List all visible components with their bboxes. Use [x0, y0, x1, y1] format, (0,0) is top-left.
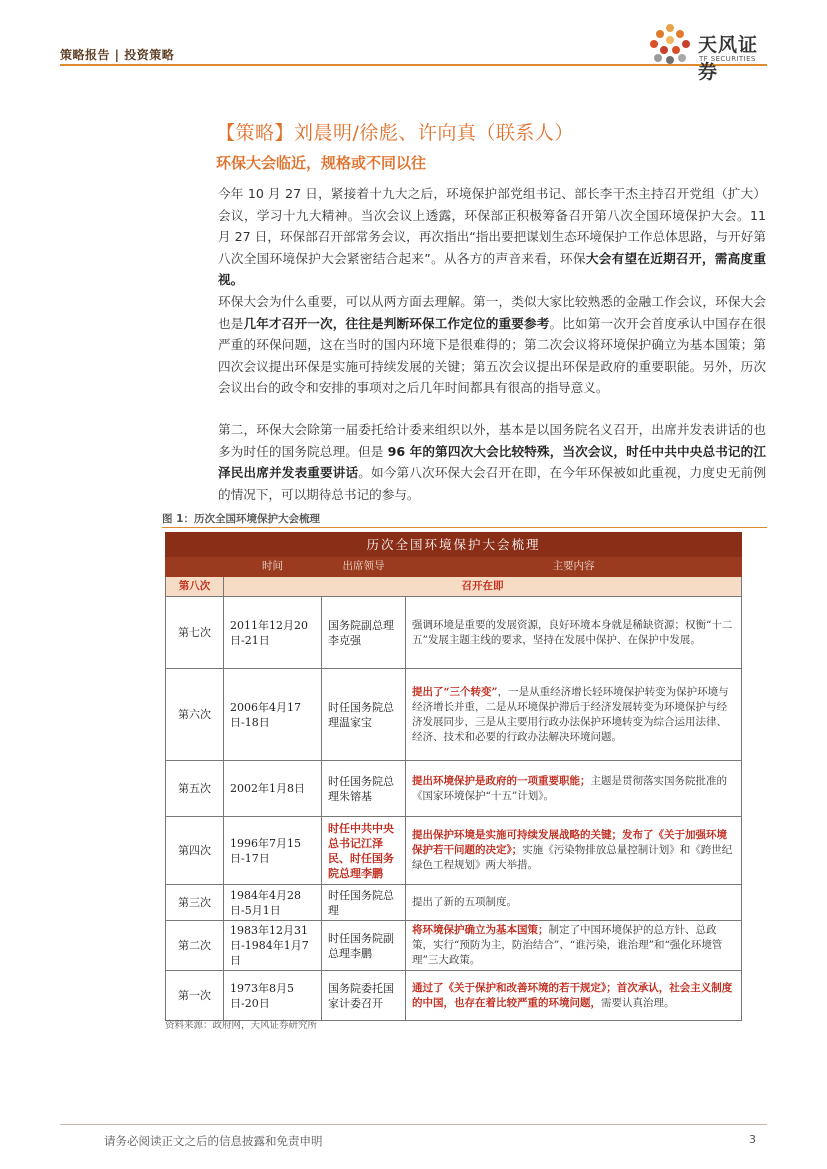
- table-row-eighth: [166, 577, 742, 597]
- paragraph-2-text-b: 。比如第一次开会首度承认中国存在很严重的环保问题，这在当时的国内环境下是很难得的；第二次会议将环境保护确立为基本国策；第四次会议提出环保是实施可持续发展的关键；第五次会议提出环保是政府的重要职能。另外，历次会议出台的政令和安排的事项对之后几年时间都具有很高的指导意义。: [218, 315, 767, 395]
- paragraph-1-emphasis: 大会有望在近期召开，需高度重视。: [218, 250, 767, 287]
- row-content-highlight: 通过了《关于保护和改善环境的若干规定》；首次承认，社会主义制度的中国，也存在着比较严重的环境问题，: [412, 981, 733, 1009]
- row-content-text: ，一是从重经济增长轻环境保护转变为保护环境与经济增长并重，二是从环境保护滞后于经济发展转变为环境保护与经济发展同步，三是从主要用行政办法保护环境转变为综合运用法律、经济、技术和必要的行政办法解决环境问题。: [412, 685, 729, 743]
- row-content: [406, 669, 742, 761]
- logo-dots-icon: [646, 22, 694, 70]
- row-session: 第五次: [166, 761, 224, 817]
- conference-table: [165, 532, 742, 1021]
- table-row: [166, 921, 742, 971]
- header-content: 主要内容: [406, 557, 742, 577]
- table-row: [166, 597, 742, 669]
- row-content-text: 强调环境是重要的发展资源，良好环境本身就是稀缺资源；权衡“十二五”发展主题主线的要求，坚持在发展中保护、在保护中发展。: [412, 618, 733, 646]
- figure-caption: 图 1：历次全国环境保护大会梳理: [162, 513, 320, 525]
- header-blank: [166, 557, 224, 577]
- row-leader: 国务院副总理李克强: [322, 597, 406, 669]
- report-category: 策略报告 | 投资策略: [60, 48, 175, 62]
- logo-subtitle: TF SECURITIES: [699, 55, 756, 63]
- company-logo: [646, 22, 776, 83]
- table-title: 历次全国环境保护大会梳理: [166, 533, 742, 557]
- row-content-text: 提出了新的五项制度。: [412, 896, 517, 908]
- logo-name: 天风证券: [698, 34, 759, 83]
- row-time: 2011年12月20日-21日: [224, 597, 322, 669]
- paragraph-2-emphasis: 几年才召开一次，往往是判断环保工作定位的重要参考: [243, 315, 550, 331]
- row-session: 第三次: [166, 885, 224, 921]
- table-row: [166, 817, 742, 885]
- row-leader: 时任国务院总理温家宝: [322, 669, 406, 761]
- table-body: [166, 597, 742, 1021]
- row-content: [406, 817, 742, 885]
- footer-divider: [60, 1124, 767, 1125]
- row-time: 1973年8月5日-20日: [224, 971, 322, 1021]
- paragraph-3-text-b: 。如今第八次环保大会召开在即，在今年环保被如此重视，力度史无前例的情况下，可以期待总书记的参与。: [218, 465, 767, 502]
- figure-divider: [162, 527, 767, 528]
- row-content-text: 主题是贯彻落实国务院批准的《国家环境保护“十五”计划》。: [412, 774, 727, 802]
- paragraph-1: [218, 183, 766, 291]
- row-time: 1996年7月15日-17日: [224, 817, 322, 885]
- row-time: 2002年1月8日: [224, 761, 322, 817]
- figure-source: 资料来源：政府网，天风证券研究所: [165, 1020, 318, 1031]
- table-row: [166, 885, 742, 921]
- row-content-highlight: 提出环境保护是政府的一项重要职能；: [412, 774, 591, 787]
- table-title-row: [166, 533, 742, 557]
- row-content-highlight: 将环境保护确立为基本国策；: [412, 924, 549, 936]
- table-row: [166, 761, 742, 817]
- paragraph-3-text-a: 第二，环保大会除第一届委托给计委来组织以外，基本是以国务院名义召开，出席并发表讲话的也多为时任的国务院总理。但是: [218, 422, 766, 459]
- row-time: 2006年4月17日-18日: [224, 669, 322, 761]
- row-content-text: 实施《污染物排放总量控制计划》和《跨世纪绿色工程规划》两大举措。: [412, 844, 733, 871]
- paragraph-3-emphasis: 96 年的第四次大会比较特殊，当次会议，时任中共中央总书记的江泽民出席并发表重要讲话: [218, 443, 766, 480]
- row-session: 第七次: [166, 597, 224, 669]
- row-session: 第六次: [166, 669, 224, 761]
- row-content: [406, 885, 742, 921]
- row-leader: 时任国务院总理朱镕基: [322, 761, 406, 817]
- row-time: 1984年4月28日-5月1日: [224, 885, 322, 921]
- row-time: 1983年12月31日-1984年1月7日: [224, 921, 322, 971]
- row-content: [406, 971, 742, 1021]
- conference-table-wrapper: [165, 532, 741, 1021]
- eighth-session: 第八次: [166, 577, 224, 597]
- row-leader: 时任国务院总理: [322, 885, 406, 921]
- row-leader: 时任中共中央总书记江泽民、时任国务院总理李鹏: [322, 817, 406, 885]
- row-leader: 时任国务院副总理李鹏: [322, 921, 406, 971]
- page-number: 3: [749, 1133, 756, 1146]
- row-leader: 国务院委托国家计委召开: [322, 971, 406, 1021]
- row-session: 第二次: [166, 921, 224, 971]
- row-session: 第四次: [166, 817, 224, 885]
- section-subtitle: 环保大会临近，规格或不同以往: [216, 154, 427, 172]
- header-leader: 出席领导: [322, 557, 406, 577]
- row-content-highlight: 提出了“三个转变”: [412, 685, 498, 698]
- row-content-text: 需要认真治理。: [601, 996, 675, 1009]
- paragraph-2-text-a: 环保大会为什么重要，可以从两方面去理解。第一，类似大家比较熟悉的金融工作会议，环保大会也是: [218, 294, 766, 331]
- table-row: [166, 669, 742, 761]
- row-content-highlight: 提出保护环境是实施可持续发展战略的关键；发布了《关于加强环境保护若干问题的决定》；: [412, 829, 727, 856]
- header-time: 时间: [224, 557, 322, 577]
- row-content: [406, 921, 742, 971]
- paragraph-1-text: 今年 10 月 27 日，紧接着十九大之后，环境保护部党组书记、部长李干杰主持召开党组（扩大）会议，学习十九大精神。当次会议上透露，环保部正积极筹备召开第八次全国环境保护大会。11 月 27 日，环保部召开部常务会议，再次指出“指出要把谋划生态环境保护工作总体思路，与开好第八次全国环境保护大会紧密结合起来”。从各方的声音来看，环保: [218, 186, 766, 266]
- row-content-text: 制定了中国环境保护的总方针、总政策，实行“预防为主，防治结合”、“谁污染，谁治理”和“强化环境管理”三大政策。: [412, 924, 723, 966]
- row-content: [406, 761, 742, 817]
- table-row: [166, 971, 742, 1021]
- row-content: [406, 597, 742, 669]
- table-header-row: [166, 557, 742, 577]
- row-session: 第一次: [166, 971, 224, 1021]
- eighth-status: 召开在即: [224, 577, 742, 597]
- paragraph-3: [218, 419, 766, 505]
- footer-disclaimer: 请务必阅读正文之后的信息披露和免责申明: [104, 1134, 323, 1148]
- section-title: 【策略】刘晨明/徐彪、许向真（联系人）: [216, 122, 574, 144]
- paragraph-2: [218, 291, 766, 399]
